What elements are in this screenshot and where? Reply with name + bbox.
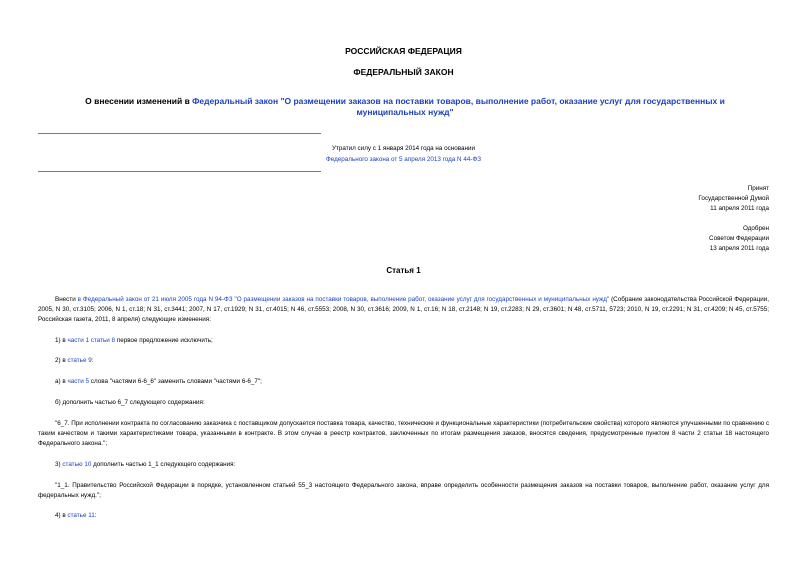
approved-line: Одобрен xyxy=(742,225,769,232)
item-2b: б) дополнить частью 6_7 следующего содержания: xyxy=(55,399,205,406)
item-2a-link[interactable]: части 5 xyxy=(67,378,90,385)
divider-bottom xyxy=(38,171,321,172)
item-2a xyxy=(55,378,262,385)
law-title-link[interactable]: Федеральный закон "О размещении заказов на поставки товаров, выполнение работ, оказание услуг для государственных и xyxy=(192,96,725,106)
accepted-line: 11 апреля 2011 года xyxy=(710,205,769,212)
status-note-link[interactable]: Федерального закона от 5 апреля 2013 года N 44-ФЗ xyxy=(325,156,482,163)
intro-text-cont: (Собрание законодательства Российской Федерации, 2005, N 30, ст.3105; 2006, N 1, ст.18; N 31, ст.3441; 2007, N 17, ст.1929; N 31, ст.4015; N 46, ст.5553; 2008, N 30, ст.3616; 2009, N 1, ст.16; N 18, ст.2148; N 19, ст.2283; N 29, ст.3601; N 48, ст.5711, 5723; 2010, N 19, ст.2291; N 31, ст.4209; N 45, ст.5755; Российская газета, 2011, 8 апреля) следующие изменения: xyxy=(38,296,769,323)
country-heading: РОССИЙСКАЯ ФЕДЕРАЦИЯ xyxy=(345,46,462,56)
item-1-link[interactable]: части 1 статьи 8 xyxy=(67,337,116,344)
item-3 xyxy=(55,461,235,468)
item-1 xyxy=(55,337,213,344)
item-text: первое предложение исключить; xyxy=(115,337,213,344)
item-4-link[interactable]: статье 11 xyxy=(67,512,95,519)
item-text: : xyxy=(91,357,94,364)
item-2 xyxy=(55,357,93,364)
article-intro xyxy=(38,295,769,325)
adoption-accepted xyxy=(698,184,769,214)
divider-top xyxy=(38,133,321,134)
approved-line: Советом Федерации xyxy=(709,235,769,242)
item-4 xyxy=(55,512,96,519)
item-text: а) в xyxy=(55,378,68,385)
item-3-link[interactable]: статью 10 xyxy=(62,461,92,468)
item-text: : xyxy=(94,512,97,519)
quote-6-7: "6_7. При исполнении контракта по согласованию заказчика с поставщиком допускается поставка товара, качество, технические и функциональные характеристики (потребительские свойства) которого являются улучшенными по сравнению с таким качеством и такими характеристиками товара, указанными в контракте. В этом случае в реестр контрактов, заключенных по итогам размещения заказов, вносятся сведения, предусмотренные пунктом 8 части 2 статьи 18 настоящего Федерального закона."; xyxy=(38,420,769,447)
intro-law-link[interactable]: в Федеральный закон от 21 июля 2005 года N 94-ФЗ "О размещении заказов на поставки товаров, выполнение работ, оказание услуг для государственных и муниципальных нужд" xyxy=(77,296,610,303)
accepted-line: Государственной Думой xyxy=(698,195,769,202)
quote-1-1: "1_1. Правительство Российской Федерации в порядке, установленном статьей 55_3 настоящего Федерального закона, вправе определить особенности размещения заказов на поставки товаров, выполнение работ, оказание услуг для федеральных нужд."; xyxy=(38,482,769,499)
adoption-approved xyxy=(709,224,769,254)
article-heading: Статья 1 xyxy=(386,266,421,275)
item-text: 4) в xyxy=(55,512,68,519)
item-text: дополнить частью 1_1 следующего содержания: xyxy=(91,461,236,468)
approved-line: 13 апреля 2011 года xyxy=(709,245,769,252)
item-text: 2) в xyxy=(55,357,68,364)
item-text: 1) в xyxy=(55,337,68,344)
doc-type-heading: ФЕДЕРАЛЬНЫЙ ЗАКОН xyxy=(353,67,454,77)
law-title-prefix: О внесении изменений в xyxy=(85,96,193,106)
intro-text: Внести xyxy=(55,296,78,303)
law-title xyxy=(60,96,750,107)
item-2-link[interactable]: статье 9 xyxy=(67,357,92,364)
law-title-link-cont[interactable]: муниципальных нужд" xyxy=(356,107,454,117)
item-text: 3) xyxy=(55,461,63,468)
accepted-line: Принят xyxy=(747,185,769,192)
item-text: слова "частями 6-6_6" заменить словами "частями 6-6_7"; xyxy=(89,378,262,385)
status-note-text: Утратил силу с 1 января 2014 года на основании xyxy=(331,145,476,152)
